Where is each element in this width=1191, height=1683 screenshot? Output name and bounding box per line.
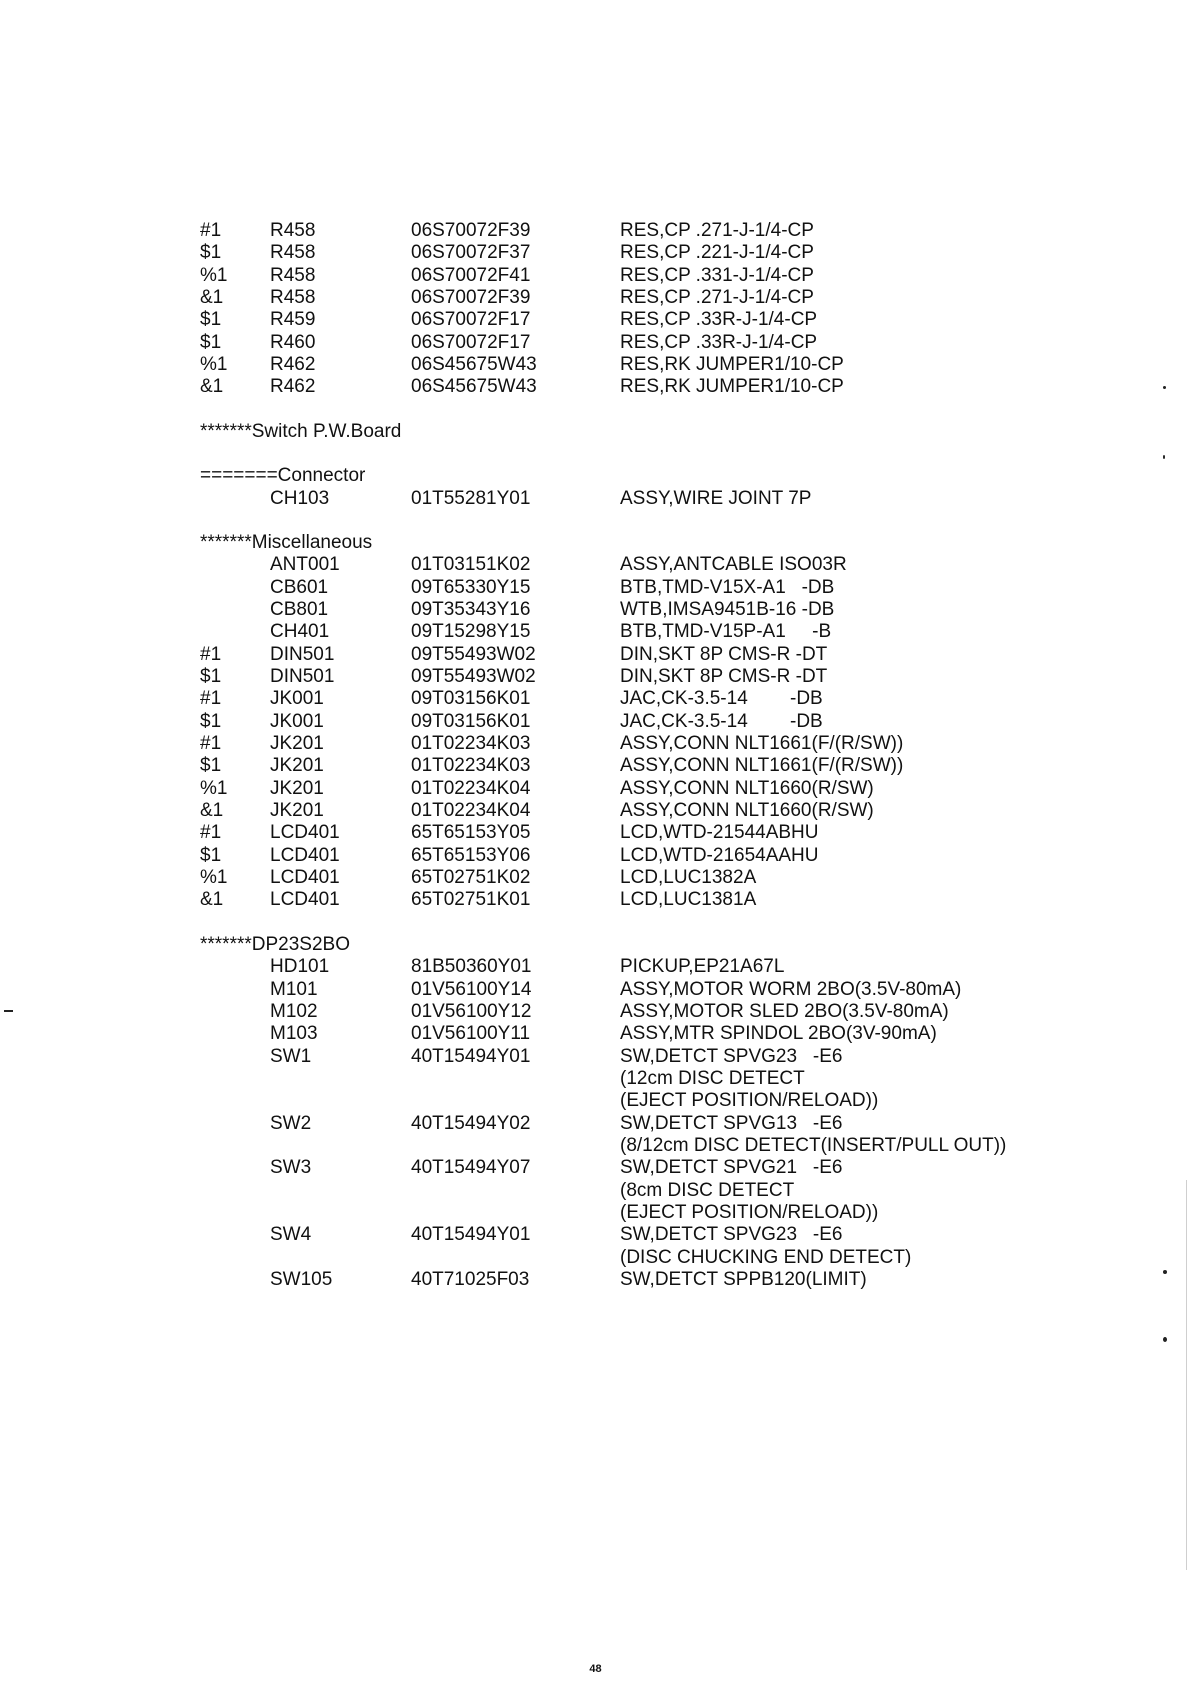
reference-designator: ANT001 — [270, 554, 340, 576]
part-number: 01V56100Y12 — [411, 1000, 532, 1022]
part-row — [200, 733, 1100, 755]
part-description: ASSY,WIRE JOINT 7P — [620, 487, 812, 509]
version-mark: $1 — [200, 331, 222, 353]
part-number: 09T55493W02 — [411, 665, 536, 687]
part-number: 40T71025F03 — [411, 1269, 530, 1291]
version-mark: %1 — [200, 777, 228, 799]
part-description: ASSY,ANTCABLE ISO03R — [620, 554, 847, 576]
version-mark: %1 — [200, 867, 228, 889]
reference-designator: R459 — [270, 309, 316, 331]
reference-designator: SW4 — [270, 1224, 312, 1246]
part-number: 40T15494Y02 — [411, 1112, 531, 1134]
part-row-continuation — [200, 1202, 1100, 1224]
part-number: 01V56100Y11 — [411, 1023, 531, 1045]
part-row-continuation — [200, 1247, 1100, 1269]
reference-designator: SW1 — [270, 1045, 312, 1067]
part-number: 06S45675W43 — [411, 354, 537, 376]
version-mark: #1 — [200, 643, 222, 665]
part-number: 81B50360Y01 — [411, 956, 532, 978]
part-description: (EJECT POSITION/RELOAD)) — [620, 1202, 879, 1223]
part-row — [200, 621, 1100, 643]
part-description: (EJECT POSITION/RELOAD)) — [620, 1090, 879, 1112]
part-row — [200, 242, 1100, 264]
reference-designator: CH401 — [270, 621, 330, 643]
part-row — [200, 845, 1100, 867]
part-description: LCD,WTD-21654AAHU — [620, 844, 819, 866]
reference-designator: LCD401 — [270, 867, 340, 889]
reference-designator: HD101 — [270, 956, 330, 978]
version-mark: $1 — [200, 755, 222, 777]
reference-designator: R458 — [270, 220, 316, 241]
part-number: 01T55281Y01 — [411, 487, 531, 509]
reference-designator: R458 — [270, 287, 316, 309]
part-number: 06S70072F37 — [411, 242, 531, 264]
part-row — [200, 956, 1100, 978]
reference-designator: JK201 — [270, 800, 324, 822]
part-description: RES,RK JUMPER1/10-CP — [620, 376, 844, 398]
reference-designator: JK201 — [270, 755, 324, 777]
part-row — [200, 332, 1100, 354]
reference-designator: R458 — [270, 242, 316, 264]
version-mark: #1 — [200, 733, 222, 754]
part-description: (8cm DISC DETECT — [620, 1179, 795, 1201]
version-mark: $1 — [200, 665, 222, 687]
reference-designator: LCD401 — [270, 822, 340, 844]
part-number: 06S70072F39 — [411, 220, 531, 241]
scan-speck — [1163, 1337, 1167, 1342]
version-mark: $1 — [200, 844, 222, 866]
section-heading — [200, 532, 1100, 554]
part-row-continuation — [200, 1068, 1100, 1090]
part-description: PICKUP,EP21A67L — [620, 956, 785, 978]
version-mark: $1 — [200, 309, 222, 331]
reference-designator: SW3 — [270, 1157, 312, 1179]
reference-designator: M103 — [270, 1023, 318, 1045]
part-number: 06S70072F17 — [411, 309, 531, 331]
part-number: 40T15494Y01 — [411, 1045, 531, 1067]
part-description: SW,DETCT SPVG13 -E6 — [620, 1112, 843, 1134]
part-row — [200, 822, 1100, 844]
section-heading-text: =======Connector — [200, 465, 366, 487]
part-description: ASSY,CONN NLT1661(F/(R/SW)) — [620, 733, 904, 754]
part-row — [200, 889, 1100, 911]
part-row — [200, 354, 1100, 376]
version-mark: &1 — [200, 287, 224, 309]
part-description: LCD,WTD-21544ABHU — [620, 822, 819, 844]
part-description: JAC,CK-3.5-14 -DB — [620, 710, 823, 732]
version-mark: #1 — [200, 822, 222, 844]
part-row — [200, 778, 1100, 800]
reference-designator: LCD401 — [270, 889, 340, 911]
reference-designator: SW2 — [270, 1112, 312, 1134]
part-row — [200, 376, 1100, 398]
reference-designator: CB801 — [270, 598, 329, 620]
section-heading-text: *******DP23S2BO — [200, 933, 350, 955]
part-row-continuation — [200, 1180, 1100, 1202]
part-description: LCD,LUC1381A — [620, 889, 757, 911]
part-row — [200, 309, 1100, 331]
part-description: RES,CP .33R-J-1/4-CP — [620, 331, 818, 353]
reference-designator: JK001 — [270, 710, 324, 732]
version-mark: $1 — [200, 242, 222, 264]
part-row — [200, 800, 1100, 822]
scan-speck — [1163, 455, 1165, 459]
section-heading-text: *******Switch P.W.Board — [200, 420, 402, 442]
part-description: JAC,CK-3.5-14 -DB — [620, 688, 823, 710]
part-description: ASSY,CONN NLT1660(R/SW) — [620, 800, 874, 822]
part-number: 40T15494Y01 — [411, 1224, 531, 1246]
part-row-continuation — [200, 1090, 1100, 1112]
section-heading — [200, 934, 1100, 956]
part-number: 09T35343Y16 — [411, 598, 531, 620]
part-description: ASSY,MTR SPINDOL 2BO(3V-90mA) — [620, 1023, 937, 1045]
scan-edge-line — [1186, 1180, 1187, 1570]
reference-designator: CH103 — [270, 487, 330, 509]
part-number: 65T02751K02 — [411, 867, 531, 889]
part-row — [200, 265, 1100, 287]
part-description: WTB,IMSA9451B-16 -DB — [620, 598, 835, 620]
part-number: 01T02234K03 — [411, 733, 531, 754]
version-mark: &1 — [200, 889, 224, 911]
part-description: ASSY,CONN NLT1660(R/SW) — [620, 777, 874, 799]
version-mark: %1 — [200, 264, 228, 286]
section-heading — [200, 421, 1100, 443]
part-description: LCD,LUC1382A — [620, 867, 757, 889]
part-description: (8/12cm DISC DETECT(INSERT/PULL OUT)) — [620, 1134, 1007, 1156]
part-description: ASSY,MOTOR SLED 2BO(3.5V-80mA) — [620, 1000, 949, 1022]
reference-designator: M101 — [270, 978, 318, 1000]
scan-speck — [1163, 386, 1166, 389]
part-row — [200, 1001, 1100, 1023]
version-mark: #1 — [200, 220, 222, 241]
part-row — [200, 644, 1100, 666]
part-description: DIN,SKT 8P CMS-R -DT — [620, 665, 828, 687]
section-heading-text: *******Miscellaneous — [200, 531, 373, 553]
part-number: 01V56100Y14 — [411, 978, 532, 1000]
part-row — [200, 599, 1100, 621]
part-row — [200, 711, 1100, 733]
part-row — [200, 867, 1100, 889]
part-row — [200, 1224, 1100, 1246]
part-number: 01T02234K04 — [411, 777, 531, 799]
part-number: 65T65153Y06 — [411, 844, 531, 866]
reference-designator: CB601 — [270, 576, 329, 598]
part-row — [200, 755, 1100, 777]
version-mark: %1 — [200, 354, 228, 376]
part-number: 06S70072F17 — [411, 331, 531, 353]
part-description: RES,CP .271-J-1/4-CP — [620, 220, 814, 241]
part-row — [200, 287, 1100, 309]
reference-designator: DIN501 — [270, 665, 335, 687]
scan-speck — [4, 1010, 13, 1012]
part-row — [200, 979, 1100, 1001]
part-description: RES,CP .271-J-1/4-CP — [620, 287, 814, 309]
reference-designator: SW105 — [270, 1269, 333, 1291]
part-row — [200, 666, 1100, 688]
part-row — [200, 1113, 1100, 1135]
reference-designator: JK201 — [270, 777, 324, 799]
part-row — [200, 1023, 1100, 1045]
version-mark: $1 — [200, 710, 222, 732]
part-description: SW,DETCT SPVG23 -E6 — [620, 1224, 843, 1246]
part-row — [200, 1269, 1100, 1291]
part-number: 09T03156K01 — [411, 710, 531, 732]
version-mark: #1 — [200, 688, 222, 710]
version-mark: &1 — [200, 800, 224, 822]
part-row — [200, 1046, 1100, 1068]
part-description: SW,DETCT SPVG21 -E6 — [620, 1157, 843, 1179]
part-number: 06S45675W43 — [411, 376, 537, 398]
version-mark: &1 — [200, 376, 224, 398]
part-number: 09T03156K01 — [411, 688, 531, 710]
reference-designator: JK201 — [270, 733, 324, 754]
part-description: RES,CP .33R-J-1/4-CP — [620, 309, 818, 331]
part-row — [200, 1157, 1100, 1179]
part-number: 40T15494Y07 — [411, 1157, 531, 1179]
part-number: 01T03151K02 — [411, 554, 531, 576]
part-description: ASSY,CONN NLT1661(F/(R/SW)) — [620, 755, 904, 777]
part-number: 65T65153Y05 — [411, 822, 531, 844]
part-number: 06S70072F39 — [411, 287, 531, 309]
part-row — [200, 488, 1100, 510]
part-description: BTB,TMD-V15X-A1 -DB — [620, 576, 835, 598]
part-number: 65T02751K01 — [411, 889, 531, 911]
reference-designator: M102 — [270, 1000, 318, 1022]
part-number: 09T15298Y15 — [411, 621, 531, 643]
part-description: BTB,TMD-V15P-A1 -B — [620, 621, 832, 643]
reference-designator: JK001 — [270, 688, 324, 710]
part-description: (12cm DISC DETECT — [620, 1067, 805, 1089]
part-row — [200, 577, 1100, 599]
part-row — [200, 554, 1100, 576]
part-number: 01T02234K03 — [411, 755, 531, 777]
part-description: RES,CP .331-J-1/4-CP — [620, 264, 814, 286]
part-description: SW,DETCT SPPB120(LIMIT) — [620, 1269, 867, 1291]
reference-designator: R462 — [270, 376, 316, 398]
reference-designator: LCD401 — [270, 844, 340, 866]
part-description: RES,RK JUMPER1/10-CP — [620, 354, 844, 376]
part-number: 09T55493W02 — [411, 643, 536, 665]
part-description: DIN,SKT 8P CMS-R -DT — [620, 643, 828, 665]
part-description: (DISC CHUCKING END DETECT) — [620, 1246, 912, 1268]
reference-designator: R458 — [270, 264, 316, 286]
part-description: RES,CP .221-J-1/4-CP — [620, 242, 814, 264]
reference-designator: R460 — [270, 331, 316, 353]
part-row — [200, 688, 1100, 710]
part-number: 09T65330Y15 — [411, 576, 531, 598]
part-number: 06S70072F41 — [411, 264, 531, 286]
part-description: SW,DETCT SPVG23 -E6 — [620, 1045, 843, 1067]
part-description: ASSY,MOTOR WORM 2BO(3.5V-80mA) — [620, 978, 962, 1000]
scan-speck — [1163, 1270, 1167, 1274]
part-row-continuation — [200, 1135, 1100, 1157]
reference-designator: DIN501 — [270, 643, 335, 665]
page-number: 48 — [589, 1663, 602, 1675]
section-heading — [200, 465, 1100, 487]
part-number: 01T02234K04 — [411, 800, 531, 822]
part-row — [200, 220, 1100, 242]
reference-designator: R462 — [270, 354, 316, 376]
